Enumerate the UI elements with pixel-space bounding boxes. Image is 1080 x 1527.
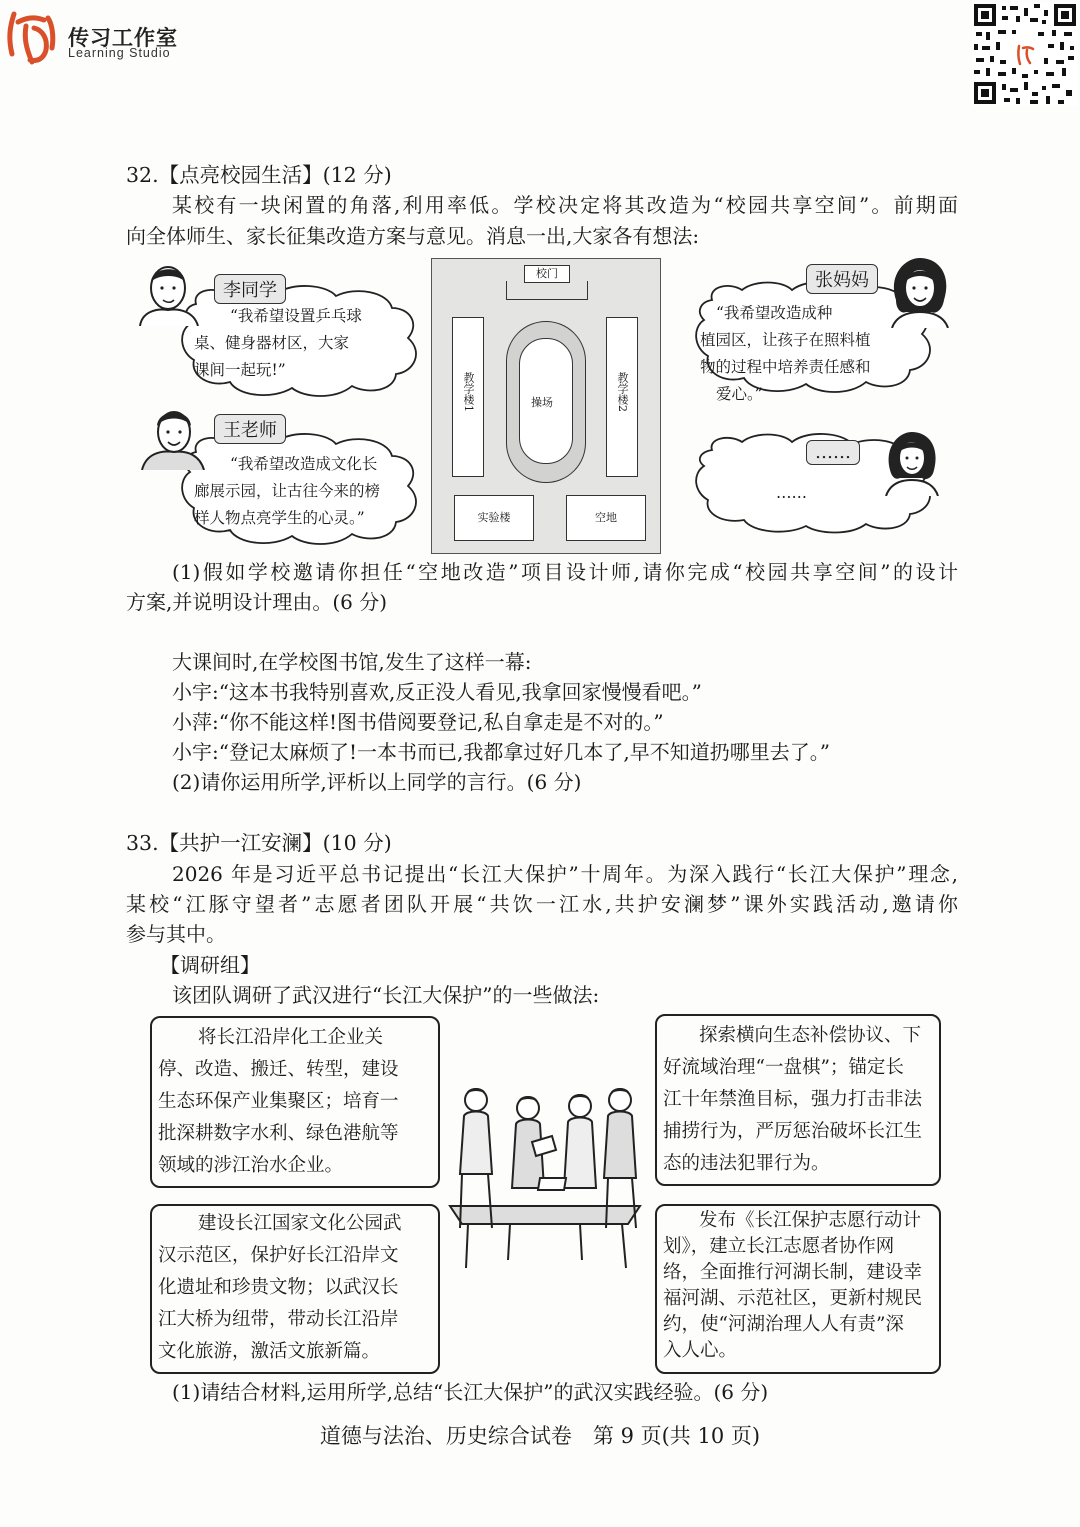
box-culture-line-2: 汉示范区，保护好长江沿岸文 [158,1245,399,1266]
calligraphy-logo-icon [4,8,60,70]
q32-title: 32.【点亮校园生活】(12 分) [126,163,392,187]
box-industry-line-4: 批深耕数字水利、绿色港航等 [158,1123,399,1144]
box-industry-line-5: 领域的涉江治水企业。 [158,1155,344,1176]
li-opinion-line-2: 桌、健身器材区，大家 [194,334,350,352]
li-name-tag: 李同学 [214,274,286,304]
q33-intro-line-2: 某校“江豚守望者”志愿者团队开展“共饮一江水,共护安澜梦”课外实践活动,邀请你 [126,892,958,916]
q32-intro-line-2: 向全体师生、家长征集改造方案与意见。消息一出,大家各有想法: [126,224,700,248]
wang-opinion-line-3: 样人物点亮学生的心灵。” [194,509,365,527]
q33-sub1: (1)请结合材料,运用所学,总结“长江大保护”的武汉实践经验。(6 分) [172,1380,769,1404]
box-culture-line-5: 文化旅游，激活文旅新篇。 [158,1341,381,1362]
practice-box-industry [150,1016,440,1188]
map-gate: 校门 [524,265,570,283]
zhang-opinion-line-2: 植园区，让孩子在照料植 [700,331,871,349]
map-lab-building: 实验楼 [454,495,534,541]
box-volunteer-line-4: 福河湖、示范社区，更新村规民 [663,1288,923,1309]
q33-title: 33.【共护一江安澜】(10 分) [126,831,392,855]
zhang-opinion-line-3: 物的过程中培养责任感和 [700,358,871,376]
box-volunteer-line-2: 划》，建立长江志愿者协作网 [663,1236,895,1257]
box-ecology-line-3: 江十年禁渔目标，强力打击非法 [663,1089,923,1110]
logo-subtitle: Learning Studio [68,46,171,60]
student-girl-avatar [878,430,946,496]
practice-box-ecology [655,1014,941,1186]
q32-figure [126,252,960,554]
mother-zhang-avatar [882,256,956,328]
box-ecology-line-1: 探索横向生态补偿协议、下 [699,1025,922,1046]
q33-intro-line-3: 参与其中。 [126,922,226,946]
wang-opinion-line-1: “我希望改造成文化长 [230,455,378,473]
box-volunteer-line-6: 入人心。 [663,1340,738,1361]
box-volunteer-line-5: 约，使“河湖治理人人有责”深 [663,1314,904,1335]
map-gate-base [506,281,588,300]
studio-logo [4,8,204,70]
fourth-opinion-text: …… [776,484,807,502]
map-playground-label: 操场 [531,396,553,409]
page-footer: 道德与法治、历史综合试卷 第 9 页(共 10 页) [319,1424,761,1448]
practice-box-volunteer [655,1204,941,1374]
qr-code-icon [972,2,1078,106]
q32-dialogue-line-3: 小萍:“你不能这样!图书借阅要登记,私自拿走是不对的。” [172,710,664,734]
q33-intro-line-1: 2026 年是习近平总书记提出“长江大保护”十周年。为深入践行“长江大保护”理念, [172,862,958,886]
logo-title: 传习工作室 [68,27,178,50]
wang-name-tag: 王老师 [214,414,286,444]
q32-sub1-line-2: 方案,并说明设计理由。(6 分) [126,590,388,614]
box-volunteer-line-3: 络，全面推行河湖长制，建设幸 [663,1262,923,1283]
li-opinion-line-3: 课间一起玩!” [194,361,286,379]
map-building-2 [606,317,638,477]
zhang-opinion-line-4: 爱心。” [716,385,763,403]
q32-sub2: (2)请你运用所学,评析以上同学的言行。(6 分) [172,770,582,794]
practice-box-culture [150,1204,440,1374]
li-opinion-line-1: “我希望设置乒乓球 [230,307,362,325]
research-group-heading: 【调研组】 [160,953,260,977]
wang-opinion-line-2: 廊展示园，让古往今来的榜 [194,482,381,500]
students-discussion-illustration [440,1078,652,1270]
zhang-opinion-line-1: “我希望改造成种 [716,304,833,322]
box-ecology-line-4: 捕捞行为，严厉惩治破坏长江生 [663,1121,923,1142]
map-building-2-label: 教学楼2 [616,372,629,412]
student-li-avatar [134,258,204,326]
box-industry-line-1: 将长江沿岸化工企业关 [198,1027,384,1048]
campus-map [431,258,661,554]
box-volunteer-line-1: 发布《长江保护志愿行动计 [699,1210,922,1231]
teacher-wang-avatar [138,404,208,470]
map-playground [506,321,586,483]
box-industry-line-3: 生态环保产业集聚区；培育一 [158,1091,399,1112]
q32-dialogue-line-2: 小宇:“这本书我特别喜欢,反正没人看见,我拿回家慢慢看吧。” [172,680,702,704]
box-culture-line-1: 建设长江国家文化公园武 [198,1213,402,1234]
box-culture-line-3: 化遗址和珍贵文物；以武汉长 [158,1277,399,1298]
box-industry-line-2: 停、改造、搬迁、转型，建设 [158,1059,399,1080]
map-building-1 [452,317,484,477]
q32-intro-line-1: 某校有一块闲置的角落,利用率低。学校决定将其改造为“校园共享空间”。前期面 [172,193,958,217]
q32-sub1-line-1: (1)假如学校邀请你担任“空地改造”项目设计师,请你完成“校园共享空间”的设计 [172,560,958,584]
map-empty-lot: 空地 [566,495,646,541]
research-group-intro: 该团队调研了武汉进行“长江大保护”的一些做法: [172,983,600,1007]
box-culture-line-4: 江大桥为纽带，带动长江沿岸 [158,1309,399,1330]
box-ecology-line-2: 好流域治理“一盘棋”；锚定长 [663,1057,904,1078]
q32-dialogue-line-1: 大课间时,在学校图书馆,发生了这样一幕: [172,650,532,674]
zhang-name-tag: 张妈妈 [806,264,878,294]
q32-dialogue-line-4: 小宇:“登记太麻烦了!一本书而已,我都拿过好几本了,早不知道扔哪里去了。” [172,740,830,764]
box-ecology-line-5: 态的违法犯罪行为。 [663,1153,830,1174]
map-building-1-label: 教学楼1 [462,372,475,412]
fourth-name-tag: …… [806,440,860,465]
